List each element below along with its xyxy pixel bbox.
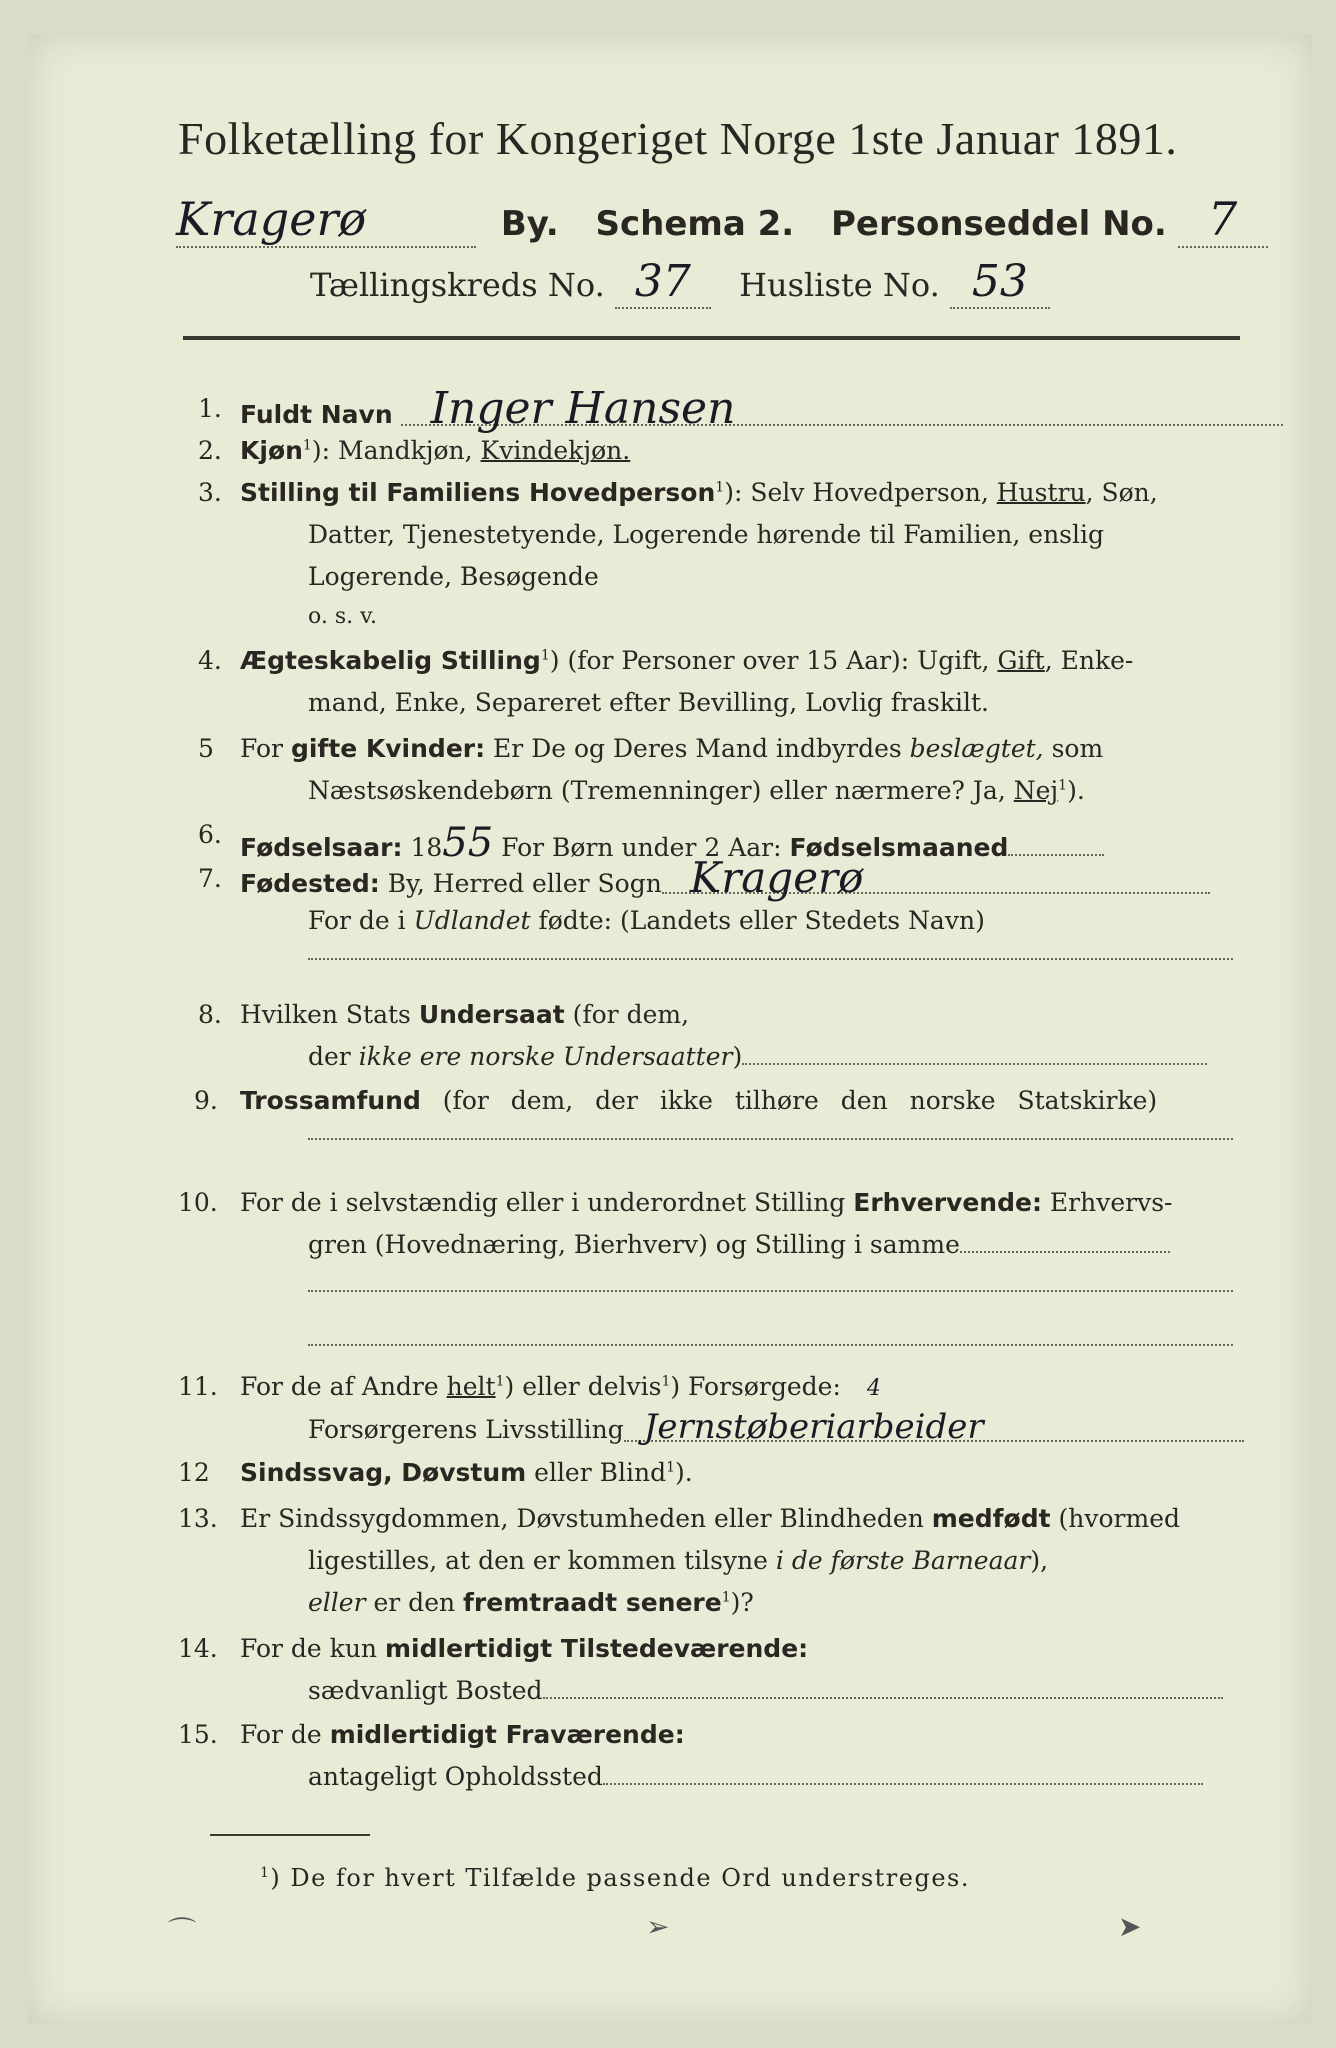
item-14-num: 14. <box>178 1634 218 1663</box>
place-handwritten: Kragerø <box>176 192 476 248</box>
item-10-blank-line-2 <box>308 1344 1233 1346</box>
item-9-text: (for dem, der ikke tilhøre den norske Statskirke) <box>420 1086 1158 1115</box>
item-3-text-b: , Søn, <box>1085 478 1158 507</box>
item-12-text: eller Blind <box>526 1458 667 1487</box>
item-3-text: ): Selv Hovedperson, <box>724 478 997 507</box>
item-13-line-3-label: fremtraadt senere <box>463 1588 722 1617</box>
registration-mark-right: ➤ <box>1118 1910 1142 1943</box>
item-2-underlined: Kvindekjøn. <box>480 436 631 465</box>
item-2-num: 2. <box>198 436 222 465</box>
item-4-line-2: mand, Enke, Separeret efter Bevilling, Lovlig fraskilt. <box>308 688 989 717</box>
header-line-2 <box>310 256 1050 309</box>
item-5-text-c: som <box>1043 734 1104 763</box>
item-14-line-2 <box>308 1676 1223 1705</box>
item-6-label: Fødselsaar: <box>240 833 403 862</box>
item-12-num: 12 <box>178 1458 210 1487</box>
schema-label: Schema 2. <box>595 204 795 244</box>
item-7-line-2 <box>308 906 985 935</box>
item-13-line-3-italic: eller <box>308 1588 366 1617</box>
item-14-line-2-text: sædvanligt Bosted <box>308 1676 543 1705</box>
item-5-text-b: Er De og Deres Mand indbyrdes <box>485 734 910 763</box>
item-11: For de af Andre helt$^1$) eller delvis$^1$) Forsørgede: 4 <box>240 1372 881 1401</box>
item-1 <box>240 383 1283 434</box>
header-line-1 <box>176 192 1268 248</box>
item-13 <box>240 1504 1180 1533</box>
birthplace-value: Kragerø <box>662 864 1210 894</box>
item-4-underlined: Gift <box>997 646 1045 675</box>
item-7-label: Fødested: <box>240 869 380 898</box>
item-15-line-2 <box>308 1762 1203 1791</box>
item-10-blank-line-1 <box>308 1290 1233 1292</box>
item-11-text-a: For de af Andre <box>240 1372 447 1401</box>
item-1-num: 1. <box>198 394 222 423</box>
item-15-num: 15. <box>178 1720 218 1749</box>
item-10-num: 10. <box>178 1188 218 1217</box>
item-11-text-b: ) eller delvis <box>504 1372 662 1401</box>
item-10 <box>240 1188 1172 1217</box>
item-13-line-2 <box>308 1546 1048 1575</box>
provider-occupation-value: Jernstøberiarbeider <box>624 1414 1244 1442</box>
footnote-ref: 1 <box>302 437 312 454</box>
item-5-line-2a: Næstsøskendebørn (Tremenninger) eller nærmere? Ja, <box>308 776 1014 805</box>
husliste-no: 53 <box>950 256 1050 309</box>
item-15-label: midlertidigt Fraværende: <box>329 1720 685 1749</box>
item-3-line-3: Logerende, Besøgende <box>308 562 599 591</box>
item-11-num: 11. <box>178 1372 218 1401</box>
item-9 <box>240 1086 1157 1115</box>
footnote-text: ) De for hvert Tilfælde passende Ord understreges. <box>270 1864 970 1892</box>
form-title: Folketælling for Kongeriget Norge 1ste Januar 1891. <box>178 113 1178 164</box>
item-13-line-3a: er den <box>365 1588 464 1617</box>
item-8-num: 8. <box>198 1000 222 1029</box>
by-label: By. <box>500 204 559 244</box>
registration-mark-center: ➢ <box>646 1910 670 1943</box>
census-form <box>28 34 1312 2024</box>
item-3-line-4: o. s. v. <box>308 604 377 629</box>
item-2-label: Kjøn <box>240 436 303 465</box>
item-12-text-b: ). <box>675 1458 693 1487</box>
kreds-label: Tællingskreds No. <box>310 266 605 304</box>
item-8-label: Undersaat <box>418 1000 565 1029</box>
item-8 <box>240 1000 689 1029</box>
footnote <box>260 1864 970 1892</box>
item-8-text-a: Hvilken Stats <box>240 1000 419 1029</box>
item-2-text: ): Mandkjøn, <box>311 436 481 465</box>
item-15 <box>240 1720 685 1749</box>
item-1-label: Fuldt Navn <box>240 400 393 429</box>
item-13-italic: i de første Barneaar <box>775 1546 1031 1575</box>
item-11-text-c: ) Forsørgede: <box>670 1372 841 1401</box>
item-7 <box>240 853 1210 902</box>
item-5-label: gifte Kvinder: <box>290 734 486 763</box>
husliste-label: Husliste No. <box>739 266 940 304</box>
footnote-ref: 1 <box>540 647 550 664</box>
item-14-label: midlertidigt Tilstedeværende: <box>384 1634 809 1663</box>
item-15-text-a: For de <box>240 1720 330 1749</box>
item-9-label: Trossamfund <box>240 1086 421 1115</box>
item-7-num: 7. <box>198 864 222 893</box>
item-5-line-2b: ). <box>1067 776 1085 805</box>
item-3-label: Stilling til Familiens Hovedperson <box>240 478 716 507</box>
item-8-line-2b: ) <box>732 1042 743 1071</box>
item-2 <box>240 436 630 465</box>
item-3-num: 3. <box>198 478 222 507</box>
item-4-text-b: , Enke- <box>1044 646 1134 675</box>
header-rule <box>183 336 1240 340</box>
item-5-line-2: Næstsøskendebørn (Tremenninger) eller nærmere? Ja, Nej$^1$). <box>308 776 1085 805</box>
item-4 <box>240 646 1133 675</box>
item-6-text: For Børn under 2 Aar: <box>493 833 790 862</box>
item-12: Sindssvag, Døvstum eller Blind$^1$). <box>240 1458 693 1487</box>
item-10-line-2 <box>308 1230 1170 1259</box>
item-5-italic: beslægtet, <box>909 734 1044 763</box>
item-15-line-2-text: antageligt Opholdssted <box>308 1762 603 1791</box>
item-13-line-2a: ligestilles, at den er kommen tilsyne <box>308 1546 776 1575</box>
item-5-num: 5 <box>198 734 214 763</box>
item-3-underlined: Hustru <box>996 478 1086 507</box>
item-8-line-2 <box>308 1042 1207 1071</box>
item-11-line-2-text: Forsørgerens Livsstilling <box>308 1415 624 1444</box>
item-11-line-2 <box>308 1407 1244 1447</box>
item-10-text-a: For de i selvstændig eller i underordnet Stilling <box>240 1188 854 1217</box>
item-4-label: Ægteskabelig Stilling <box>240 646 541 675</box>
item-9-num: 9. <box>194 1086 218 1115</box>
item-5-underlined: Nej <box>1013 776 1059 805</box>
item-13-num: 13. <box>178 1504 218 1533</box>
item-11-mark: 4 <box>866 1376 881 1401</box>
footnote-sup: 1 <box>260 1865 271 1881</box>
item-3-line-2: Datter, Tjenestetyende, Logerende hørende til Familien, enslig <box>308 520 1105 549</box>
item-7-text: By, Herred eller Sogn <box>379 869 662 898</box>
item-6-num: 6. <box>198 820 222 849</box>
item-12-label: Sindssvag, Døvstum <box>240 1458 527 1487</box>
item-14-text-a: For de kun <box>240 1634 385 1663</box>
footnote-rule <box>210 1834 370 1836</box>
kreds-no: 37 <box>615 256 711 309</box>
personseddel-no: 7 <box>1178 192 1268 248</box>
item-7-line-2a: For de i <box>308 906 414 935</box>
item-6-prefix: 18 <box>402 833 443 862</box>
item-13-text-b: (hvormed <box>1050 1504 1180 1533</box>
birth-year-value: 55 <box>442 820 494 866</box>
item-13-label: medfødt <box>931 1504 1051 1533</box>
item-10-text-b: Erhvervs- <box>1041 1188 1173 1217</box>
item-5 <box>240 734 1103 763</box>
item-13-line-3: eller er den fremtraadt senere$^1$)? <box>308 1588 754 1617</box>
item-3 <box>240 478 1158 507</box>
item-8-text-b: (for dem, <box>564 1000 690 1029</box>
item-6 <box>240 820 1104 866</box>
item-4-num: 4. <box>198 646 222 675</box>
item-7-italic: Udlandet <box>413 906 531 935</box>
item-5-text-a: For <box>240 734 291 763</box>
item-10-line-2-text: gren (Hovednæring, Bierhverv) og Stilling i samme <box>308 1230 960 1259</box>
personseddel-label: Personseddel No. <box>831 204 1167 244</box>
item-7-line-2b: fødte: (Landets eller Stedets Navn) <box>530 906 985 935</box>
registration-mark-left: ⌒ <box>168 1915 197 1948</box>
item-4-text: ) (for Personer over 15 Aar): Ugift, <box>549 646 998 675</box>
item-14 <box>240 1634 808 1663</box>
item-10-label: Erhvervende: <box>853 1188 1042 1217</box>
item-13-line-3b: )? <box>730 1588 754 1617</box>
item-13-line-2b: ), <box>1030 1546 1049 1575</box>
item-13-text-a: Er Sindssygdommen, Døvstumheden eller Blindheden <box>240 1504 932 1533</box>
item-7-blank-line <box>308 958 1233 960</box>
item-11-underlined: helt <box>446 1372 496 1401</box>
item-8-italic: ikke ere norske Undersaatter <box>358 1042 733 1071</box>
item-6-label-2: Fødselsmaaned <box>789 833 1009 862</box>
item-8-line-2a: der <box>308 1042 359 1071</box>
item-9-blank-line <box>308 1138 1233 1140</box>
footnote-ref: 1 <box>715 479 725 496</box>
full-name-value: Inger Hansen <box>401 394 1283 426</box>
